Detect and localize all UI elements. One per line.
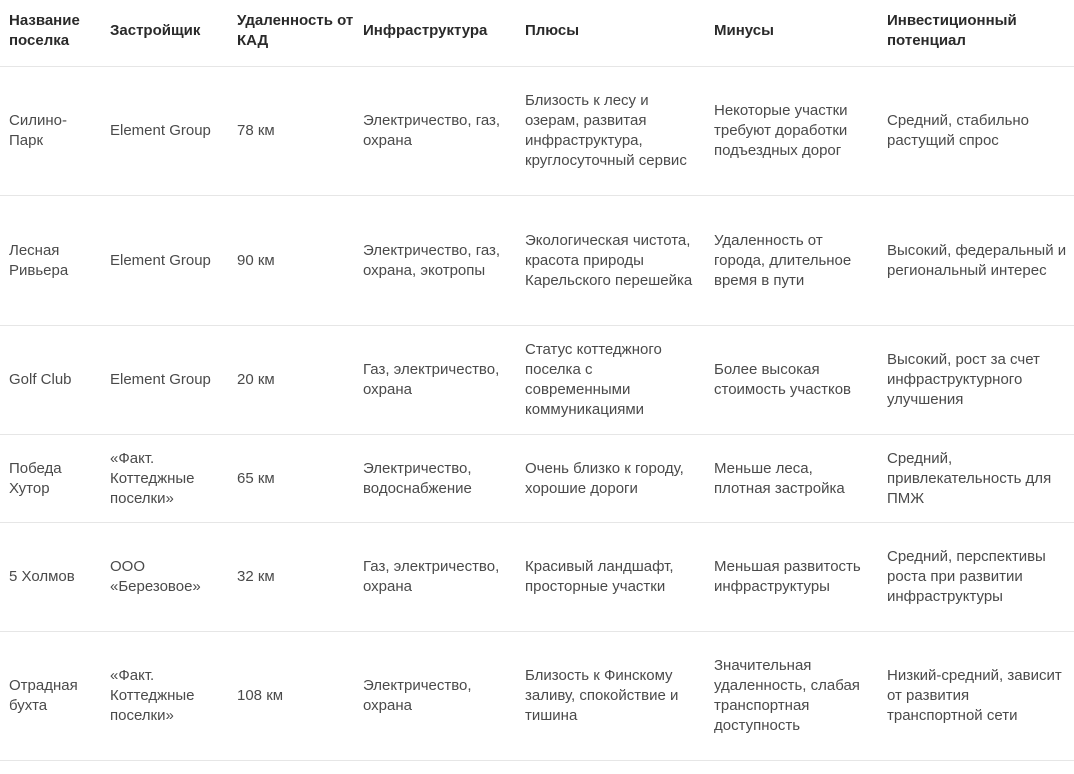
- cell-pros: Статус коттеджного поселка с современными коммуникациями: [516, 326, 705, 435]
- cell-developer: «Факт. Коттеджные поселки»: [101, 632, 228, 761]
- cell-developer: Element Group: [101, 326, 228, 435]
- cell-name: 5 Холмов: [0, 523, 101, 632]
- header-infrastructure: Инфраструктура: [354, 0, 516, 67]
- cell-pros: Красивый ландшафт, просторные участки: [516, 523, 705, 632]
- cell-distance: 65 км: [228, 435, 354, 523]
- cell-potential: Высокий, рост за счет инфраструктурного улучшения: [878, 326, 1074, 435]
- header-row: [0, 0, 1074, 67]
- cell-cons: Меньше леса, плотная застройка: [705, 435, 878, 523]
- cell-infrastructure: Электричество, охрана: [354, 632, 516, 761]
- cell-developer: «Факт. Коттеджные поселки»: [101, 435, 228, 523]
- cell-distance: 20 км: [228, 326, 354, 435]
- table-row: [0, 67, 1074, 196]
- header-distance: Удаленность от КАД: [228, 0, 354, 67]
- cell-pros: Близость к лесу и озерам, развитая инфраструктура, круглосуточный сервис: [516, 67, 705, 196]
- cell-cons: Некоторые участки требуют доработки подъездных дорог: [705, 67, 878, 196]
- cell-potential: Средний, перспективы роста при развитии инфраструктуры: [878, 523, 1074, 632]
- header-cons: Минусы: [705, 0, 878, 67]
- cell-pros: Экологическая чистота, красота природы Карельского перешейка: [516, 196, 705, 326]
- cell-pros: Очень близко к городу, хорошие дороги: [516, 435, 705, 523]
- cell-distance: 78 км: [228, 67, 354, 196]
- cell-developer: ООО «Березовое»: [101, 523, 228, 632]
- cell-cons: Более высокая стоимость участков: [705, 326, 878, 435]
- table-row: [0, 196, 1074, 326]
- header-potential: Инвестиционный потенциал: [878, 0, 1074, 67]
- cell-infrastructure: Электричество, газ, охрана, экотропы: [354, 196, 516, 326]
- cell-name: Лесная Ривьера: [0, 196, 101, 326]
- cell-infrastructure: Газ, электричество, охрана: [354, 326, 516, 435]
- cell-distance: 108 км: [228, 632, 354, 761]
- table-row: [0, 523, 1074, 632]
- cell-distance: 90 км: [228, 196, 354, 326]
- header-name: Название поселка: [0, 0, 101, 67]
- table-row: [0, 435, 1074, 523]
- cell-developer: Element Group: [101, 67, 228, 196]
- cell-name: Победа Хутор: [0, 435, 101, 523]
- cell-pros: Близость к Финскому заливу, спокойствие и тишина: [516, 632, 705, 761]
- cell-potential: Низкий-средний, зависит от развития транспортной сети: [878, 632, 1074, 761]
- cell-distance: 32 км: [228, 523, 354, 632]
- cell-potential: Средний, привлекательность для ПМЖ: [878, 435, 1074, 523]
- header-developer: Застройщик: [101, 0, 228, 67]
- header-pros: Плюсы: [516, 0, 705, 67]
- cell-cons: Меньшая развитость инфраструктуры: [705, 523, 878, 632]
- table-row: [0, 326, 1074, 435]
- cell-name: Силино-Парк: [0, 67, 101, 196]
- cell-potential: Высокий, федеральный и региональный интерес: [878, 196, 1074, 326]
- cell-cons: Удаленность от города, длительное время в пути: [705, 196, 878, 326]
- cell-infrastructure: Газ, электричество, охрана: [354, 523, 516, 632]
- cell-infrastructure: Электричество, газ, охрана: [354, 67, 516, 196]
- cell-potential: Средний, стабильно растущий спрос: [878, 67, 1074, 196]
- cell-cons: Значительная удаленность, слабая транспортная доступность: [705, 632, 878, 761]
- cell-infrastructure: Электричество, водоснабжение: [354, 435, 516, 523]
- table-row: [0, 632, 1074, 761]
- cell-name: Golf Club: [0, 326, 101, 435]
- cell-developer: Element Group: [101, 196, 228, 326]
- cell-name: Отрадная бухта: [0, 632, 101, 761]
